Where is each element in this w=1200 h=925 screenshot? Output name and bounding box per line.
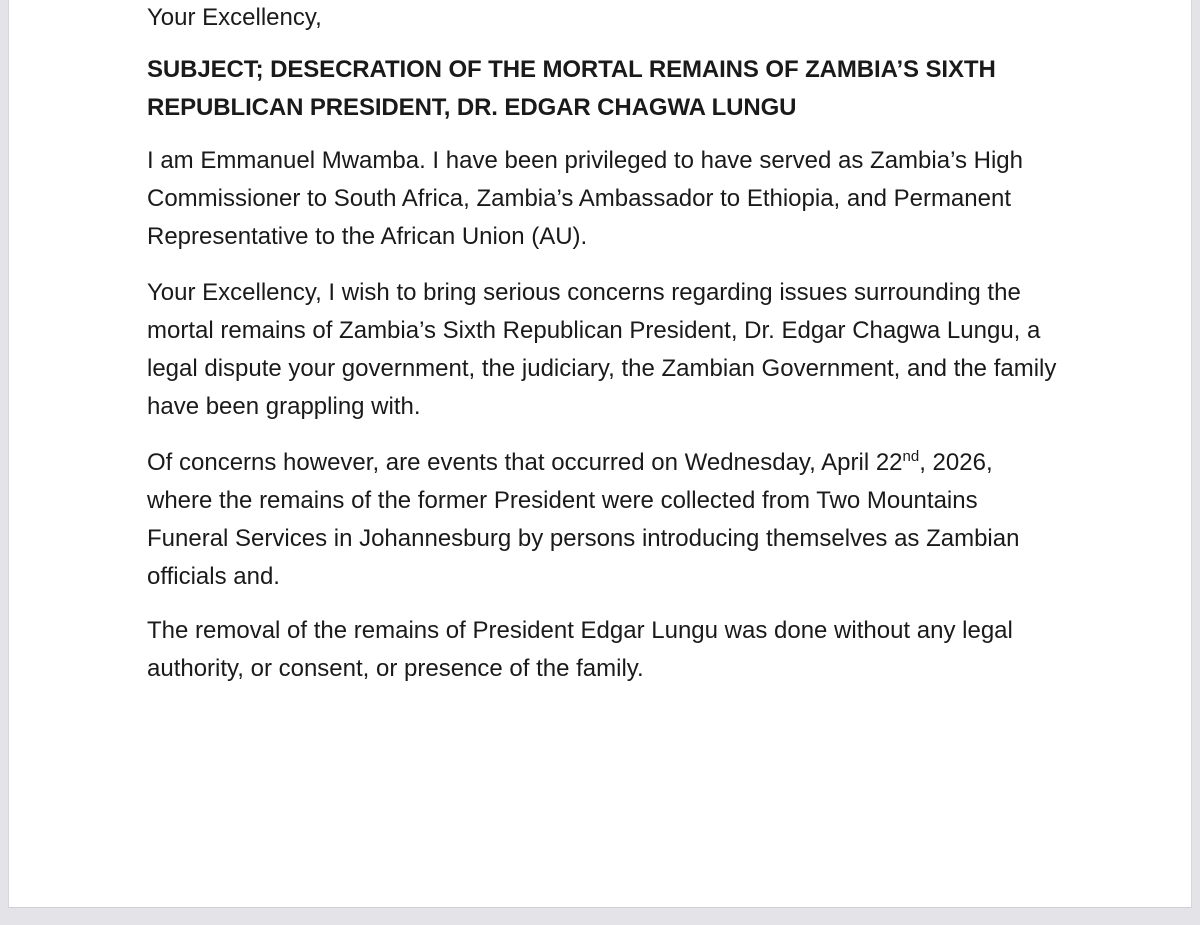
document-page [8,0,1192,908]
salutation: Your Excellency, [147,4,322,31]
ordinal-suffix: nd [902,448,920,465]
paragraph-events-text-end: , 2026, where the remains of the former President were collected from Two Mountains Funeral Services in Johannesburg by persons introducing themselves as Zambian officials and. [147,449,1020,590]
paragraph-events-text-start: Of concerns however, are events that occurred on Wednesday, April 22 [147,449,903,476]
paragraph-removal: The removal of the remains of President Edgar Lungu was done without any legal authority, or consent, or presence of the family. [147,617,1013,682]
subject-line: SUBJECT; DESECRATION OF THE MORTAL REMAINS OF ZAMBIA’S SIXTH REPUBLICAN PRESIDENT, DR. EDGAR CHAGWA LUNGU [147,56,996,121]
paragraph-concerns: Your Excellency, I wish to bring serious concerns regarding issues surrounding the mortal remains of Zambia’s Sixth Republican President, Dr. Edgar Chagwa Lungu, a legal dispute your government, the judiciary, the Zambian Government, and the family have been grappling with. [147,279,1057,420]
paragraph-introduction: I am Emmanuel Mwamba. I have been privileged to have served as Zambia’s High Commissioner to South Africa, Zambia’s Ambassador to Ethiopia, and Permanent Representative to the African Union (AU). [147,147,1023,250]
paragraph-events [147,444,1057,596]
